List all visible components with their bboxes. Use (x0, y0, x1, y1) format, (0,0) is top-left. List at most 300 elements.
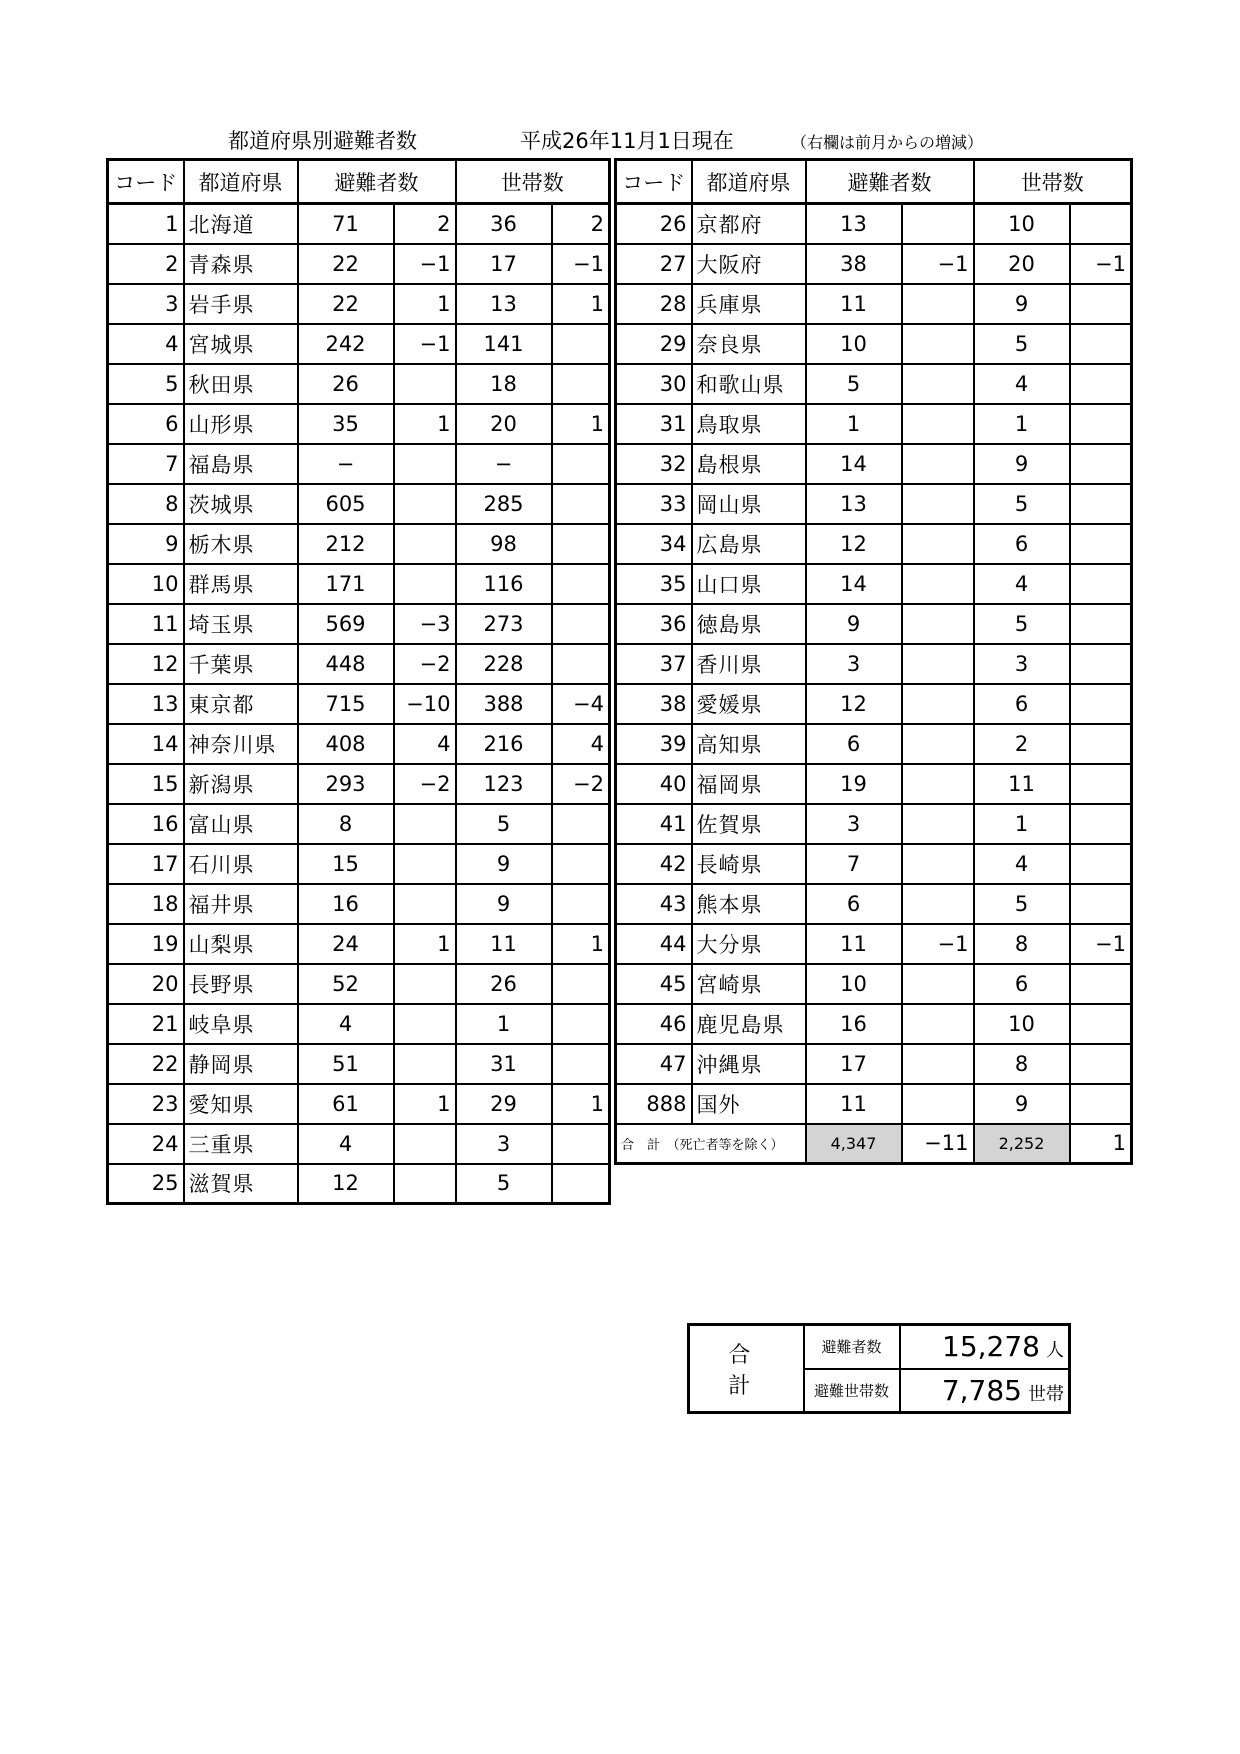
evacuee-count: 5 (806, 364, 902, 404)
prefecture-name: 和歌山県 (692, 364, 806, 404)
table-header-row (108, 160, 610, 204)
prefecture-name: 宮城県 (184, 324, 298, 364)
prefecture-code: 5 (108, 364, 184, 404)
household-change (552, 1124, 610, 1164)
prefecture-code: 11 (108, 604, 184, 644)
table-row (616, 924, 1132, 964)
evacuee-change (902, 1004, 974, 1044)
household-count: 285 (456, 484, 552, 524)
household-count: 31 (456, 1044, 552, 1084)
prefecture-name: 福井県 (184, 884, 298, 924)
prefecture-code: 8 (108, 484, 184, 524)
prefecture-name: 長野県 (184, 964, 298, 1004)
household-change (552, 324, 610, 364)
prefecture-code: 4 (108, 324, 184, 364)
header-prefecture: 都道府県 (184, 160, 298, 204)
evacuee-count: 3 (806, 644, 902, 684)
evacuee-change (902, 684, 974, 724)
evacuee-count: 61 (298, 1084, 394, 1124)
table-row (108, 764, 610, 804)
evacuee-count: 4 (298, 1004, 394, 1044)
evacuee-change: −1 (394, 324, 456, 364)
evacuee-change: −10 (394, 684, 456, 724)
evacuee-change: −1 (394, 244, 456, 284)
household-change (1070, 564, 1132, 604)
evacuee-count: 171 (298, 564, 394, 604)
prefecture-code: 18 (108, 884, 184, 924)
prefecture-name: 大阪府 (692, 244, 806, 284)
household-count: 9 (456, 844, 552, 884)
prefecture-name: 愛媛県 (692, 684, 806, 724)
table-row (108, 564, 610, 604)
evacuee-count: 293 (298, 764, 394, 804)
household-count: 1 (456, 1004, 552, 1044)
evacuee-count: 9 (806, 604, 902, 644)
evacuee-change: −1 (902, 244, 974, 284)
household-change (1070, 964, 1132, 1004)
evacuee-count: 15 (298, 844, 394, 884)
household-count: 18 (456, 364, 552, 404)
household-change: −4 (552, 684, 610, 724)
household-change: 1 (552, 924, 610, 964)
evacuee-change (902, 364, 974, 404)
table-row (108, 204, 610, 244)
table-row (108, 1164, 610, 1204)
total-households-label: 避難世帯数 (804, 1369, 900, 1413)
household-change (552, 444, 610, 484)
household-count: 29 (456, 1084, 552, 1124)
prefecture-code: 46 (616, 1004, 692, 1044)
table-row (616, 404, 1132, 444)
prefecture-code: 10 (108, 564, 184, 604)
evacuee-change (394, 1044, 456, 1084)
grand-total-box (687, 1323, 1071, 1414)
prefecture-code: 37 (616, 644, 692, 684)
table-row (616, 644, 1132, 684)
prefecture-name: 滋賀県 (184, 1164, 298, 1204)
household-change (552, 604, 610, 644)
household-count: 4 (974, 364, 1070, 404)
evacuee-count: 22 (298, 284, 394, 324)
household-change (1070, 804, 1132, 844)
total-households-unit: 世帯 (1028, 1383, 1064, 1405)
table-row (616, 204, 1132, 244)
household-count: 98 (456, 524, 552, 564)
prefecture-code: 45 (616, 964, 692, 1004)
evacuee-count: 35 (298, 404, 394, 444)
evacuee-change (902, 724, 974, 764)
prefecture-code: 36 (616, 604, 692, 644)
household-change (552, 564, 610, 604)
household-change (1070, 764, 1132, 804)
prefecture-name: 奈良県 (692, 324, 806, 364)
table-row (616, 444, 1132, 484)
prefecture-code: 22 (108, 1044, 184, 1084)
household-change (552, 524, 610, 564)
evacuee-change: −2 (394, 764, 456, 804)
prefecture-name: 栃木県 (184, 524, 298, 564)
evacuee-change (902, 404, 974, 444)
left-prefecture-table (106, 158, 611, 1205)
total-evacuees-value: 15,278 (942, 1330, 1040, 1364)
prefecture-code: 9 (108, 524, 184, 564)
evacuee-count: 19 (806, 764, 902, 804)
document-header (108, 126, 1038, 156)
evacuee-change (902, 204, 974, 244)
prefecture-code: 31 (616, 404, 692, 444)
table-row (108, 324, 610, 364)
subtotal-evacuee-change: −11 (902, 1124, 974, 1164)
prefecture-name: 香川県 (692, 644, 806, 684)
evacuee-count: 16 (298, 884, 394, 924)
household-count: 5 (456, 1164, 552, 1204)
evacuee-count: 12 (806, 524, 902, 564)
prefecture-code: 14 (108, 724, 184, 764)
household-count: 11 (974, 764, 1070, 804)
evacuee-change (902, 644, 974, 684)
prefecture-code: 15 (108, 764, 184, 804)
evacuee-count: 11 (806, 1084, 902, 1124)
household-change (1070, 204, 1132, 244)
evacuee-count: 71 (298, 204, 394, 244)
prefecture-name: 岡山県 (692, 484, 806, 524)
evacuee-count: 242 (298, 324, 394, 364)
household-change: −1 (1070, 244, 1132, 284)
prefecture-name: 山口県 (692, 564, 806, 604)
household-change: 1 (552, 404, 610, 444)
total-evacuees-unit: 人 (1046, 1340, 1064, 1362)
evacuee-count: 569 (298, 604, 394, 644)
table-row (108, 1004, 610, 1044)
total-households-value: 7,785 (941, 1373, 1022, 1407)
household-change: −1 (552, 244, 610, 284)
prefecture-name: 群馬県 (184, 564, 298, 604)
evacuee-change (902, 964, 974, 1004)
table-row (616, 324, 1132, 364)
household-count: 20 (456, 404, 552, 444)
table-row (108, 364, 610, 404)
evacuee-count: 14 (806, 444, 902, 484)
evacuee-count: 6 (806, 724, 902, 764)
table-row (108, 724, 610, 764)
evacuee-count: 38 (806, 244, 902, 284)
evacuee-count: 11 (806, 924, 902, 964)
household-count: 17 (456, 244, 552, 284)
household-change (1070, 1044, 1132, 1084)
change-note: （右欄は前月からの増減） (791, 133, 984, 152)
household-count: 5 (974, 324, 1070, 364)
household-change (552, 1164, 610, 1204)
evacuee-count: 8 (298, 804, 394, 844)
prefecture-name: 鳥取県 (692, 404, 806, 444)
table-row (108, 604, 610, 644)
household-count: 1 (974, 404, 1070, 444)
prefecture-name: 千葉県 (184, 644, 298, 684)
evacuee-change (394, 524, 456, 564)
evacuee-count: 26 (298, 364, 394, 404)
prefecture-code: 28 (616, 284, 692, 324)
table-row (108, 1124, 610, 1164)
evacuee-change (902, 884, 974, 924)
prefecture-code: 39 (616, 724, 692, 764)
evacuee-change (394, 1124, 456, 1164)
evacuee-change (394, 1164, 456, 1204)
household-count: 5 (974, 484, 1070, 524)
evacuee-change (394, 364, 456, 404)
prefecture-name: 国外 (692, 1084, 806, 1124)
header-code: コード (616, 160, 692, 204)
prefecture-code: 25 (108, 1164, 184, 1204)
household-change (1070, 844, 1132, 884)
household-count: 3 (456, 1124, 552, 1164)
prefecture-code: 34 (616, 524, 692, 564)
evacuee-count: 715 (298, 684, 394, 724)
evacuee-count: 12 (298, 1164, 394, 1204)
evacuee-count: 17 (806, 1044, 902, 1084)
evacuee-change (394, 1004, 456, 1044)
household-change (1070, 284, 1132, 324)
household-count: 1 (974, 804, 1070, 844)
prefecture-code: 29 (616, 324, 692, 364)
evacuee-change (394, 484, 456, 524)
household-change (1070, 1004, 1132, 1044)
table-row (108, 524, 610, 564)
evacuee-change (394, 804, 456, 844)
prefecture-name: 佐賀県 (692, 804, 806, 844)
prefecture-name: 広島県 (692, 524, 806, 564)
subtotal-evacuees: 4,347 (806, 1124, 902, 1164)
prefecture-code: 30 (616, 364, 692, 404)
prefecture-name: 新潟県 (184, 764, 298, 804)
prefecture-code: 19 (108, 924, 184, 964)
household-change: 2 (552, 204, 610, 244)
table-row (616, 764, 1132, 804)
prefecture-code: 888 (616, 1084, 692, 1124)
prefecture-code: 40 (616, 764, 692, 804)
prefecture-name: 島根県 (692, 444, 806, 484)
prefecture-name: 大分県 (692, 924, 806, 964)
prefecture-code: 44 (616, 924, 692, 964)
prefecture-name: 山梨県 (184, 924, 298, 964)
evacuee-change: 1 (394, 1084, 456, 1124)
household-change (1070, 644, 1132, 684)
prefecture-code: 20 (108, 964, 184, 1004)
table-row (108, 964, 610, 1004)
evacuee-count: 24 (298, 924, 394, 964)
evacuee-count: 22 (298, 244, 394, 284)
household-count: 6 (974, 684, 1070, 724)
evacuee-count: 1 (806, 404, 902, 444)
table-row (108, 804, 610, 844)
evacuee-change (902, 764, 974, 804)
subtotal-label: 合 計 （死亡者等を除く） (616, 1124, 806, 1164)
household-change (1070, 684, 1132, 724)
evacuee-change: 2 (394, 204, 456, 244)
prefecture-code: 17 (108, 844, 184, 884)
prefecture-code: 47 (616, 1044, 692, 1084)
table-row (108, 444, 610, 484)
prefecture-name: 東京都 (184, 684, 298, 724)
household-change (1070, 724, 1132, 764)
household-count: 216 (456, 724, 552, 764)
table-row (108, 284, 610, 324)
evacuee-change (902, 444, 974, 484)
table-row (616, 844, 1132, 884)
prefecture-name: 岩手県 (184, 284, 298, 324)
evacuee-change: 1 (394, 924, 456, 964)
household-change (1070, 524, 1132, 564)
household-count: 9 (456, 884, 552, 924)
household-change (552, 1004, 610, 1044)
prefecture-code: 6 (108, 404, 184, 444)
household-change: 1 (552, 1084, 610, 1124)
household-change (552, 884, 610, 924)
evacuee-change (394, 844, 456, 884)
prefecture-name: 静岡県 (184, 1044, 298, 1084)
household-count: 5 (974, 604, 1070, 644)
prefecture-code: 38 (616, 684, 692, 724)
as-of-date: 平成26年11月1日現在 (520, 129, 734, 153)
evacuee-change (902, 324, 974, 364)
table-row (108, 644, 610, 684)
total-evacuees-cell (900, 1325, 1070, 1369)
household-count: 2 (974, 724, 1070, 764)
household-count: 13 (456, 284, 552, 324)
evacuee-count: 16 (806, 1004, 902, 1044)
prefecture-name: 愛知県 (184, 1084, 298, 1124)
household-change (552, 364, 610, 404)
prefecture-code: 13 (108, 684, 184, 724)
prefecture-code: 41 (616, 804, 692, 844)
prefecture-name: 北海道 (184, 204, 298, 244)
total-households-cell (900, 1369, 1070, 1413)
table-row (108, 1044, 610, 1084)
household-count: 6 (974, 524, 1070, 564)
prefecture-name: 青森県 (184, 244, 298, 284)
household-count: 8 (974, 924, 1070, 964)
prefecture-name: 埼玉県 (184, 604, 298, 644)
evacuee-count: 605 (298, 484, 394, 524)
document-title: 都道府県別避難者数 (228, 129, 417, 153)
evacuee-count: 14 (806, 564, 902, 604)
household-count: 20 (974, 244, 1070, 284)
prefecture-name: 兵庫県 (692, 284, 806, 324)
prefecture-name: 熊本県 (692, 884, 806, 924)
evacuee-count: − (298, 444, 394, 484)
household-change (1070, 444, 1132, 484)
evacuee-change (902, 524, 974, 564)
table-row (616, 604, 1132, 644)
household-change (1070, 364, 1132, 404)
prefecture-name: 福島県 (184, 444, 298, 484)
prefecture-code: 42 (616, 844, 692, 884)
prefecture-code: 1 (108, 204, 184, 244)
prefecture-name: 三重県 (184, 1124, 298, 1164)
evacuee-count: 10 (806, 324, 902, 364)
household-count: 26 (456, 964, 552, 1004)
table-row (108, 884, 610, 924)
evacuee-count: 3 (806, 804, 902, 844)
evacuee-count: 6 (806, 884, 902, 924)
table-row (616, 1084, 1132, 1124)
table-row (108, 844, 610, 884)
household-count: 5 (974, 884, 1070, 924)
household-change (552, 804, 610, 844)
table-row (616, 724, 1132, 764)
prefecture-name: 神奈川県 (184, 724, 298, 764)
prefecture-name: 宮崎県 (692, 964, 806, 1004)
household-count: 388 (456, 684, 552, 724)
evacuee-count: 52 (298, 964, 394, 1004)
evacuee-change (902, 804, 974, 844)
prefecture-name: 福岡県 (692, 764, 806, 804)
household-change (552, 844, 610, 884)
household-change (552, 1044, 610, 1084)
header-evacuees: 避難者数 (806, 160, 974, 204)
household-count: 4 (974, 564, 1070, 604)
household-change: −2 (552, 764, 610, 804)
household-count: 9 (974, 1084, 1070, 1124)
household-count: 9 (974, 284, 1070, 324)
evacuee-change (902, 484, 974, 524)
household-change (552, 964, 610, 1004)
household-count: 10 (974, 1004, 1070, 1044)
evacuee-count: 13 (806, 204, 902, 244)
prefecture-name: 石川県 (184, 844, 298, 884)
evacuee-count: 4 (298, 1124, 394, 1164)
subtotal-row (616, 1124, 1132, 1164)
table-row (616, 1004, 1132, 1044)
household-change: −1 (1070, 924, 1132, 964)
evacuee-change: −2 (394, 644, 456, 684)
evacuee-change: 1 (394, 284, 456, 324)
table-row (616, 804, 1132, 844)
table-header-row (616, 160, 1132, 204)
prefecture-code: 16 (108, 804, 184, 844)
prefecture-code: 26 (616, 204, 692, 244)
prefecture-name: 鹿児島県 (692, 1004, 806, 1044)
prefecture-code: 33 (616, 484, 692, 524)
table-row (616, 244, 1132, 284)
header-households: 世帯数 (974, 160, 1132, 204)
prefecture-name: 京都府 (692, 204, 806, 244)
household-count: 11 (456, 924, 552, 964)
evacuee-change: −3 (394, 604, 456, 644)
evacuee-count: 448 (298, 644, 394, 684)
household-count: 6 (974, 964, 1070, 1004)
evacuee-count: 212 (298, 524, 394, 564)
household-count: 10 (974, 204, 1070, 244)
evacuee-change (902, 564, 974, 604)
household-count: 123 (456, 764, 552, 804)
household-change: 1 (552, 284, 610, 324)
household-change (1070, 404, 1132, 444)
prefecture-code: 2 (108, 244, 184, 284)
evacuee-change (902, 1044, 974, 1084)
prefecture-name: 徳島県 (692, 604, 806, 644)
prefecture-code: 21 (108, 1004, 184, 1044)
table-row (108, 1084, 610, 1124)
household-count: 3 (974, 644, 1070, 684)
evacuee-count: 12 (806, 684, 902, 724)
evacuee-change (902, 284, 974, 324)
prefecture-code: 35 (616, 564, 692, 604)
prefecture-code: 24 (108, 1124, 184, 1164)
prefecture-name: 茨城県 (184, 484, 298, 524)
household-count: 36 (456, 204, 552, 244)
household-change (1070, 324, 1132, 364)
prefecture-name: 長崎県 (692, 844, 806, 884)
